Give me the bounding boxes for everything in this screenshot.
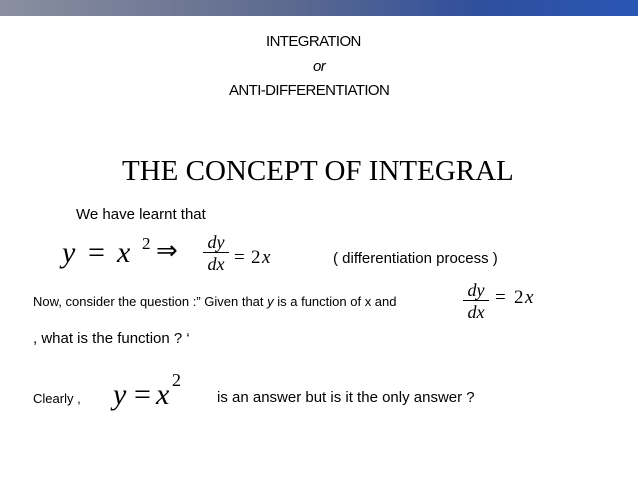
eq1-dx: dx — [207, 254, 225, 274]
eq1-rhs-equals: = — [234, 247, 245, 268]
answer-exponent: 2 — [172, 370, 181, 390]
header-or: or — [313, 58, 326, 75]
eq1-rhs-x: x — [262, 247, 271, 268]
question-rhs-equals: = — [495, 287, 506, 308]
question-fraction — [463, 280, 489, 323]
slide-title: THE CONCEPT OF INTEGRAL — [122, 155, 514, 187]
answer-equals: = — [134, 378, 151, 411]
answer-x: x — [156, 378, 170, 411]
eq1-x: x — [117, 236, 131, 269]
answer-y: y — [113, 378, 127, 411]
eq1-rhs-coef: 2 — [251, 247, 261, 268]
eq1-implies: ⇒ — [156, 236, 178, 265]
question-dx: dx — [467, 302, 485, 322]
differentiation-note: ( differentiation process ) — [333, 250, 498, 267]
eq1-dy: dy — [207, 232, 225, 252]
question-line-2: , what is the function ? ‘ — [33, 330, 190, 347]
answer-text: is an answer but is it the only answer ? — [217, 389, 475, 406]
question-suffix: is a function of x and — [273, 294, 397, 309]
question-rhs-x: x — [525, 287, 534, 308]
question-y: y — [267, 294, 274, 309]
eq1-exponent: 2 — [142, 234, 151, 253]
intro-text: We have learnt that — [76, 206, 206, 223]
question-prefix: Now, consider the question :” Given that — [33, 294, 268, 309]
title-bar-decoration — [0, 0, 638, 16]
header-anti-differentiation: ANTI-DIFFERENTIATION — [229, 82, 390, 99]
question-line — [33, 294, 397, 309]
header-integration: INTEGRATION — [266, 33, 361, 50]
question-rhs-coef: 2 — [514, 287, 524, 308]
eq1-y: y — [62, 236, 76, 269]
eq1-equals: = — [88, 236, 105, 269]
question-dy: dy — [467, 280, 485, 300]
clearly-label: Clearly , — [33, 391, 81, 406]
eq1-fraction — [203, 232, 229, 275]
